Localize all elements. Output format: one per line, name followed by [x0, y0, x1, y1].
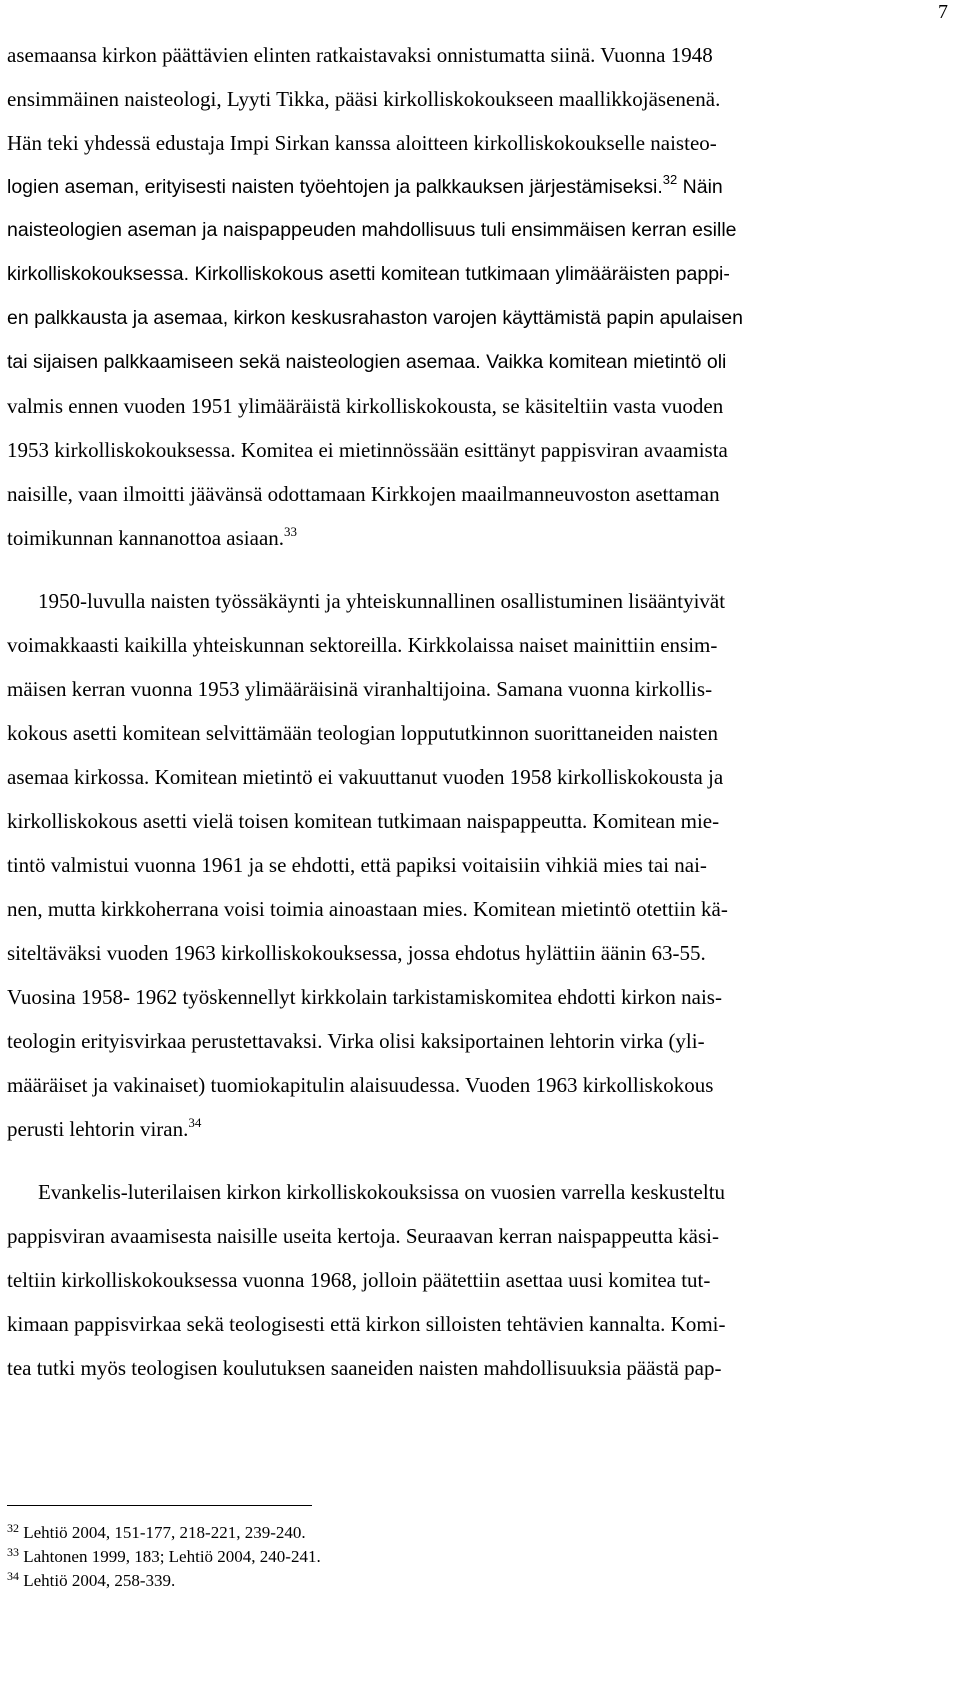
text-line: pappisviran avaamisesta naisille useita kertoja. Seuraavan kerran naispappeutta käsi- [7, 1224, 719, 1248]
text-line: naisille, vaan ilmoitti jäävänsä odottamaan Kirkkojen maailmanneuvoston asettaman [7, 482, 720, 506]
footnote-number: 32 [7, 1521, 19, 1535]
text-line: Vuosina 1958- 1962 työskennellyt kirkkolain tarkistamiskomitea ehdotti kirkon nais- [7, 985, 722, 1009]
text-line: kirkolliskokouksessa. Kirkolliskokous asetti komitean tutkimaan ylimääräisten pappi- [7, 263, 730, 285]
text-line: kokous asetti komitean selvittämään teologian loppututkinnon suorittaneiden naisten [7, 721, 718, 745]
text-line: nen, mutta kirkkoherrana voisi toimia ainoastaan mies. Komitean mietintö otettiin kä- [7, 897, 728, 921]
text-line: asemaansa kirkon päättävien elinten ratkaistavaksi onnistumatta siinä. Vuonna 1948 [7, 43, 713, 67]
footnote-text: Lahtonen 1999, 183; Lehtiö 2004, 240-241. [19, 1547, 321, 1566]
text-line: naisteologien aseman ja naispappeuden mahdollisuus tuli ensimmäisen kerran esille [7, 219, 737, 241]
footnote-33 [7, 1547, 321, 1568]
footnote-34 [7, 1571, 175, 1592]
text-line: logien aseman, erityisesti naisten työehtojen ja palkkauksen järjestämiseksi.$^{32}$ Näin [7, 172, 723, 198]
text-line: 1953 kirkolliskokouksessa. Komitea ei mietinnössään esittänyt pappisviran avaamista [7, 438, 728, 462]
text-line: asemaa kirkossa. Komitean mietintö ei vakuuttanut vuoden 1958 kirkolliskokousta ja [7, 765, 724, 789]
text-line: teltiin kirkolliskokouksessa vuonna 1968, jolloin päätettiin asettaa uusi komitea tut- [7, 1268, 711, 1292]
text-line: teologin erityisvirkaa perustettavaksi. Virka olisi kaksiportainen lehtorin virka (yli- [7, 1029, 705, 1053]
text-line: valmis ennen vuoden 1951 ylimääräistä kirkolliskokousta, se käsiteltiin vasta vuoden [7, 394, 724, 418]
footnote-ref-33[interactable]: 33 [284, 524, 298, 539]
text-line: voimakkaasti kaikilla yhteiskunnan sektoreilla. Kirkkolaissa naiset mainittiin ensim- [7, 633, 718, 657]
footnote-number: 33 [7, 1545, 19, 1559]
footnote-separator [7, 1505, 312, 1506]
footnote-ref-32[interactable]: 32 [662, 172, 678, 187]
footnote-32 [7, 1523, 306, 1544]
text-line: toimikunnan kannanottoa asiaan.$^{33}$ [7, 524, 298, 550]
footnote-text: Lehtiö 2004, 258-339. [19, 1571, 176, 1590]
footnote-number: 34 [7, 1569, 19, 1583]
text-line: siteltäväksi vuoden 1963 kirkolliskokouksessa, jossa ehdotus hylättiin äänin 63-55. [7, 941, 706, 965]
footnote-ref-34[interactable]: 34 [188, 1115, 202, 1130]
text-line: tintö valmistui vuonna 1961 ja se ehdotti, että papiksi voitaisiin vihkiä mies tai nai- [7, 853, 707, 877]
text-line: tea tutki myös teologisen koulutuksen saaneiden naisten mahdollisuuksia päästä pap- [7, 1356, 722, 1380]
text-line: en palkkausta ja asemaa, kirkon keskusrahaston varojen käyttämistä papin apulaisen [7, 307, 744, 329]
text-line: määräiset ja vakinaiset) tuomiokapitulin alaisuudessa. Vuoden 1963 kirkolliskokous [7, 1073, 714, 1097]
footnote-text: Lehtiö 2004, 151-177, 218-221, 239-240. [19, 1523, 306, 1542]
text-line: mäisen kerran vuonna 1953 ylimääräisinä viranhaltijoina. Samana vuonna kirkollis- [7, 677, 713, 701]
text-line: tai sijaisen palkkaamiseen sekä naisteologien asemaa. Vaikka komitean mietintö oli [7, 351, 727, 373]
text-line: Evankelis-luterilaisen kirkon kirkolliskokouksissa on vuosien varrella keskusteltu [38, 1180, 726, 1204]
text-line: kirkolliskokous asetti vielä toisen komitean tutkimaan naispappeutta. Komitean mie- [7, 809, 720, 833]
text-line: 1950-luvulla naisten työssäkäynti ja yhteiskunnallinen osallistuminen lisääntyivät [38, 589, 726, 613]
text-line: kimaan pappisvirkaa sekä teologisesti että kirkon silloisten tehtävien kannalta. Komi- [7, 1312, 726, 1336]
text-line: ensimmäinen naisteologi, Lyyti Tikka, pääsi kirkolliskokoukseen maallikkojäsenenä. [7, 87, 721, 111]
page-number: 7 [938, 1, 948, 23]
text-line: Hän teki yhdessä edustaja Impi Sirkan kanssa aloitteen kirkolliskokoukselle naisteo- [7, 131, 717, 155]
text-line: perusti lehtorin viran.$^{34}$ [7, 1115, 202, 1141]
